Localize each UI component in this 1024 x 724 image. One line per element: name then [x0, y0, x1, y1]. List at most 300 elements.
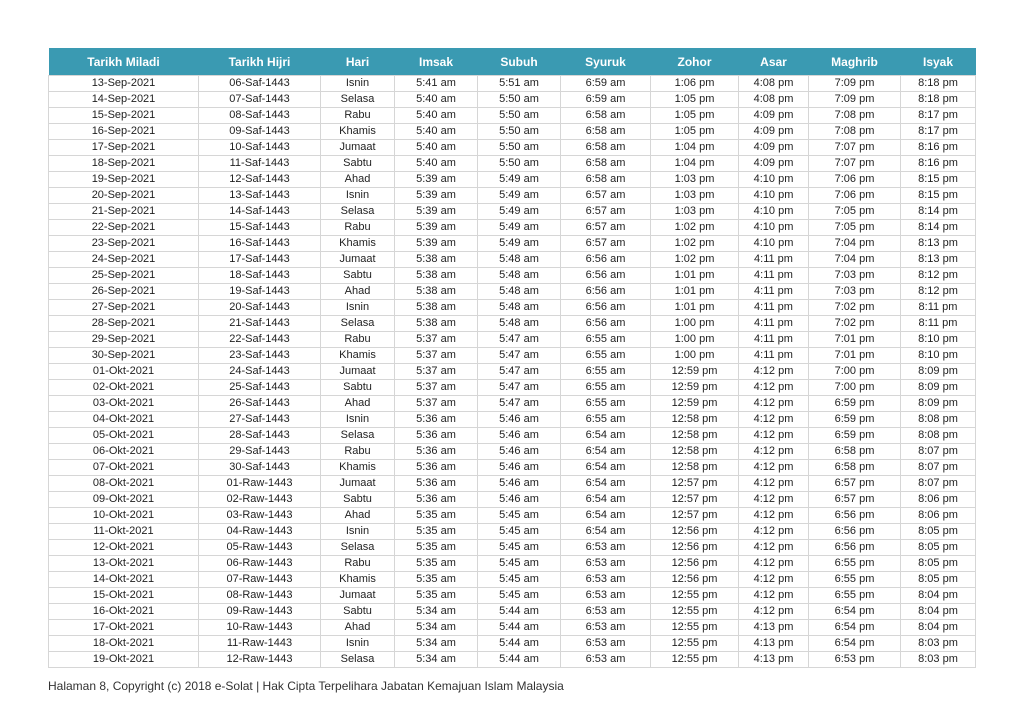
cell-subuh: 5:49 am: [478, 236, 561, 252]
cell-asar: 4:09 pm: [739, 140, 809, 156]
table-row: [49, 380, 976, 396]
cell-asar: 4:13 pm: [739, 620, 809, 636]
cell-syuruk: 6:58 am: [561, 140, 651, 156]
table-row: [49, 108, 976, 124]
cell-hari: Selasa: [321, 316, 395, 332]
cell-subuh: 5:45 am: [478, 508, 561, 524]
cell-subuh: 5:50 am: [478, 156, 561, 172]
cell-zohor: 12:55 pm: [651, 652, 739, 668]
cell-imsak: 5:37 am: [395, 380, 478, 396]
cell-isyak: 8:08 pm: [901, 428, 976, 444]
cell-tarikh-miladi: 18-Okt-2021: [49, 636, 199, 652]
cell-asar: 4:08 pm: [739, 92, 809, 108]
cell-imsak: 5:35 am: [395, 508, 478, 524]
cell-tarikh-hijri: 26-Saf-1443: [199, 396, 321, 412]
cell-syuruk: 6:56 am: [561, 300, 651, 316]
cell-imsak: 5:34 am: [395, 652, 478, 668]
cell-hari: Rabu: [321, 220, 395, 236]
cell-isyak: 8:15 pm: [901, 188, 976, 204]
cell-hari: Sabtu: [321, 156, 395, 172]
cell-zohor: 1:00 pm: [651, 316, 739, 332]
cell-tarikh-hijri: 14-Saf-1443: [199, 204, 321, 220]
cell-subuh: 5:48 am: [478, 268, 561, 284]
cell-maghrib: 7:00 pm: [809, 380, 901, 396]
page-footer: Halaman 8, Copyright (c) 2018 e-Solat | Hak Cipta Terpelihara Jabatan Kemajuan Islam Malaysia: [48, 679, 564, 693]
cell-tarikh-miladi: 16-Sep-2021: [49, 124, 199, 140]
cell-tarikh-hijri: 10-Saf-1443: [199, 140, 321, 156]
cell-tarikh-miladi: 02-Okt-2021: [49, 380, 199, 396]
cell-syuruk: 6:56 am: [561, 268, 651, 284]
cell-asar: 4:11 pm: [739, 348, 809, 364]
cell-zohor: 1:00 pm: [651, 332, 739, 348]
cell-hari: Khamis: [321, 236, 395, 252]
cell-syuruk: 6:53 am: [561, 652, 651, 668]
cell-imsak: 5:36 am: [395, 492, 478, 508]
cell-subuh: 5:44 am: [478, 604, 561, 620]
cell-subuh: 5:46 am: [478, 460, 561, 476]
cell-syuruk: 6:57 am: [561, 204, 651, 220]
cell-tarikh-hijri: 09-Saf-1443: [199, 124, 321, 140]
cell-subuh: 5:50 am: [478, 124, 561, 140]
cell-tarikh-miladi: 13-Sep-2021: [49, 76, 199, 92]
cell-tarikh-miladi: 17-Okt-2021: [49, 620, 199, 636]
cell-tarikh-miladi: 22-Sep-2021: [49, 220, 199, 236]
cell-tarikh-miladi: 16-Okt-2021: [49, 604, 199, 620]
cell-maghrib: 7:09 pm: [809, 76, 901, 92]
cell-asar: 4:12 pm: [739, 396, 809, 412]
cell-tarikh-miladi: 19-Sep-2021: [49, 172, 199, 188]
cell-asar: 4:12 pm: [739, 476, 809, 492]
cell-tarikh-miladi: 13-Okt-2021: [49, 556, 199, 572]
cell-subuh: 5:49 am: [478, 220, 561, 236]
cell-zohor: 1:04 pm: [651, 140, 739, 156]
table-row: [49, 252, 976, 268]
cell-imsak: 5:34 am: [395, 636, 478, 652]
cell-subuh: 5:49 am: [478, 172, 561, 188]
cell-asar: 4:12 pm: [739, 572, 809, 588]
cell-imsak: 5:39 am: [395, 236, 478, 252]
cell-hari: Selasa: [321, 92, 395, 108]
header-subuh: Subuh: [478, 48, 561, 76]
cell-hari: Jumaat: [321, 252, 395, 268]
cell-zohor: 12:59 pm: [651, 380, 739, 396]
cell-maghrib: 7:01 pm: [809, 348, 901, 364]
cell-syuruk: 6:55 am: [561, 412, 651, 428]
cell-tarikh-hijri: 28-Saf-1443: [199, 428, 321, 444]
cell-subuh: 5:47 am: [478, 348, 561, 364]
cell-imsak: 5:40 am: [395, 108, 478, 124]
cell-tarikh-hijri: 07-Saf-1443: [199, 92, 321, 108]
table-row: [49, 92, 976, 108]
cell-subuh: 5:44 am: [478, 620, 561, 636]
cell-asar: 4:12 pm: [739, 460, 809, 476]
cell-asar: 4:12 pm: [739, 444, 809, 460]
cell-zohor: 1:02 pm: [651, 220, 739, 236]
cell-hari: Sabtu: [321, 380, 395, 396]
cell-imsak: 5:35 am: [395, 540, 478, 556]
cell-imsak: 5:40 am: [395, 92, 478, 108]
cell-zohor: 12:56 pm: [651, 524, 739, 540]
cell-syuruk: 6:55 am: [561, 364, 651, 380]
cell-tarikh-hijri: 05-Raw-1443: [199, 540, 321, 556]
cell-tarikh-miladi: 03-Okt-2021: [49, 396, 199, 412]
cell-maghrib: 7:06 pm: [809, 172, 901, 188]
cell-hari: Ahad: [321, 172, 395, 188]
cell-syuruk: 6:57 am: [561, 220, 651, 236]
cell-imsak: 5:39 am: [395, 188, 478, 204]
header-isyak: Isyak: [901, 48, 976, 76]
cell-isyak: 8:09 pm: [901, 396, 976, 412]
cell-tarikh-hijri: 15-Saf-1443: [199, 220, 321, 236]
cell-tarikh-hijri: 08-Saf-1443: [199, 108, 321, 124]
cell-hari: Rabu: [321, 444, 395, 460]
cell-tarikh-miladi: 15-Sep-2021: [49, 108, 199, 124]
cell-syuruk: 6:53 am: [561, 588, 651, 604]
cell-isyak: 8:17 pm: [901, 124, 976, 140]
cell-maghrib: 6:55 pm: [809, 572, 901, 588]
cell-zohor: 12:57 pm: [651, 508, 739, 524]
cell-maghrib: 6:56 pm: [809, 524, 901, 540]
cell-imsak: 5:39 am: [395, 220, 478, 236]
cell-asar: 4:11 pm: [739, 252, 809, 268]
cell-isyak: 8:12 pm: [901, 284, 976, 300]
cell-tarikh-miladi: 24-Sep-2021: [49, 252, 199, 268]
cell-subuh: 5:45 am: [478, 572, 561, 588]
cell-maghrib: 6:56 pm: [809, 508, 901, 524]
cell-zohor: 12:55 pm: [651, 588, 739, 604]
header-zohor: Zohor: [651, 48, 739, 76]
cell-asar: 4:12 pm: [739, 380, 809, 396]
cell-hari: Rabu: [321, 556, 395, 572]
cell-zohor: 12:58 pm: [651, 412, 739, 428]
cell-isyak: 8:05 pm: [901, 556, 976, 572]
cell-tarikh-miladi: 26-Sep-2021: [49, 284, 199, 300]
table-row: [49, 332, 976, 348]
cell-tarikh-hijri: 03-Raw-1443: [199, 508, 321, 524]
cell-subuh: 5:48 am: [478, 252, 561, 268]
cell-isyak: 8:14 pm: [901, 204, 976, 220]
cell-hari: Sabtu: [321, 492, 395, 508]
cell-imsak: 5:40 am: [395, 140, 478, 156]
cell-zohor: 1:03 pm: [651, 204, 739, 220]
cell-syuruk: 6:56 am: [561, 284, 651, 300]
cell-subuh: 5:50 am: [478, 92, 561, 108]
cell-imsak: 5:40 am: [395, 124, 478, 140]
cell-imsak: 5:35 am: [395, 524, 478, 540]
cell-subuh: 5:46 am: [478, 412, 561, 428]
cell-zohor: 1:02 pm: [651, 252, 739, 268]
cell-isyak: 8:04 pm: [901, 620, 976, 636]
cell-hari: Khamis: [321, 460, 395, 476]
cell-isyak: 8:06 pm: [901, 508, 976, 524]
cell-maghrib: 6:59 pm: [809, 428, 901, 444]
table-row: [49, 348, 976, 364]
cell-maghrib: 6:53 pm: [809, 652, 901, 668]
cell-syuruk: 6:54 am: [561, 460, 651, 476]
cell-zohor: 12:56 pm: [651, 572, 739, 588]
cell-syuruk: 6:53 am: [561, 540, 651, 556]
cell-hari: Isnin: [321, 636, 395, 652]
cell-subuh: 5:46 am: [478, 444, 561, 460]
cell-maghrib: 6:54 pm: [809, 604, 901, 620]
cell-zohor: 12:58 pm: [651, 460, 739, 476]
cell-isyak: 8:18 pm: [901, 76, 976, 92]
cell-asar: 4:12 pm: [739, 428, 809, 444]
cell-asar: 4:09 pm: [739, 156, 809, 172]
cell-tarikh-hijri: 18-Saf-1443: [199, 268, 321, 284]
cell-tarikh-hijri: 25-Saf-1443: [199, 380, 321, 396]
cell-asar: 4:12 pm: [739, 540, 809, 556]
cell-subuh: 5:49 am: [478, 188, 561, 204]
cell-isyak: 8:05 pm: [901, 572, 976, 588]
table-row: [49, 364, 976, 380]
cell-hari: Selasa: [321, 540, 395, 556]
header-tarikh-miladi: Tarikh Miladi: [49, 48, 199, 76]
cell-maghrib: 6:56 pm: [809, 540, 901, 556]
cell-tarikh-hijri: 22-Saf-1443: [199, 332, 321, 348]
cell-imsak: 5:34 am: [395, 620, 478, 636]
table-row: [49, 620, 976, 636]
cell-syuruk: 6:54 am: [561, 524, 651, 540]
cell-isyak: 8:13 pm: [901, 236, 976, 252]
cell-tarikh-miladi: 05-Okt-2021: [49, 428, 199, 444]
cell-imsak: 5:38 am: [395, 284, 478, 300]
cell-hari: Rabu: [321, 332, 395, 348]
cell-imsak: 5:40 am: [395, 156, 478, 172]
cell-maghrib: 7:02 pm: [809, 300, 901, 316]
table-row: [49, 476, 976, 492]
table-row: [49, 156, 976, 172]
cell-maghrib: 7:05 pm: [809, 220, 901, 236]
cell-zohor: 12:57 pm: [651, 492, 739, 508]
cell-zohor: 12:55 pm: [651, 636, 739, 652]
cell-subuh: 5:48 am: [478, 316, 561, 332]
cell-maghrib: 6:54 pm: [809, 636, 901, 652]
cell-asar: 4:13 pm: [739, 636, 809, 652]
cell-subuh: 5:49 am: [478, 204, 561, 220]
cell-isyak: 8:12 pm: [901, 268, 976, 284]
cell-subuh: 5:47 am: [478, 332, 561, 348]
cell-syuruk: 6:58 am: [561, 108, 651, 124]
cell-tarikh-hijri: 04-Raw-1443: [199, 524, 321, 540]
cell-imsak: 5:37 am: [395, 364, 478, 380]
cell-isyak: 8:07 pm: [901, 476, 976, 492]
cell-subuh: 5:46 am: [478, 428, 561, 444]
cell-isyak: 8:05 pm: [901, 524, 976, 540]
table-row: [49, 540, 976, 556]
cell-tarikh-hijri: 11-Raw-1443: [199, 636, 321, 652]
header-hari: Hari: [321, 48, 395, 76]
cell-tarikh-hijri: 02-Raw-1443: [199, 492, 321, 508]
cell-hari: Selasa: [321, 652, 395, 668]
cell-imsak: 5:37 am: [395, 396, 478, 412]
cell-asar: 4:12 pm: [739, 412, 809, 428]
cell-isyak: 8:16 pm: [901, 140, 976, 156]
cell-zohor: 12:58 pm: [651, 428, 739, 444]
cell-imsak: 5:36 am: [395, 460, 478, 476]
header-asar: Asar: [739, 48, 809, 76]
cell-hari: Ahad: [321, 396, 395, 412]
cell-syuruk: 6:53 am: [561, 636, 651, 652]
cell-subuh: 5:50 am: [478, 108, 561, 124]
table-row: [49, 412, 976, 428]
cell-maghrib: 7:01 pm: [809, 332, 901, 348]
cell-imsak: 5:38 am: [395, 300, 478, 316]
cell-isyak: 8:07 pm: [901, 460, 976, 476]
cell-tarikh-miladi: 01-Okt-2021: [49, 364, 199, 380]
cell-zohor: 12:56 pm: [651, 540, 739, 556]
cell-imsak: 5:36 am: [395, 476, 478, 492]
cell-imsak: 5:39 am: [395, 204, 478, 220]
cell-isyak: 8:05 pm: [901, 540, 976, 556]
cell-asar: 4:09 pm: [739, 124, 809, 140]
cell-maghrib: 6:58 pm: [809, 460, 901, 476]
cell-tarikh-hijri: 29-Saf-1443: [199, 444, 321, 460]
cell-asar: 4:10 pm: [739, 188, 809, 204]
cell-isyak: 8:09 pm: [901, 364, 976, 380]
cell-isyak: 8:14 pm: [901, 220, 976, 236]
cell-subuh: 5:45 am: [478, 524, 561, 540]
cell-subuh: 5:45 am: [478, 556, 561, 572]
table-row: [49, 444, 976, 460]
cell-tarikh-miladi: 15-Okt-2021: [49, 588, 199, 604]
cell-tarikh-miladi: 20-Sep-2021: [49, 188, 199, 204]
cell-hari: Jumaat: [321, 588, 395, 604]
cell-tarikh-miladi: 08-Okt-2021: [49, 476, 199, 492]
table-row: [49, 220, 976, 236]
cell-syuruk: 6:59 am: [561, 76, 651, 92]
cell-imsak: 5:38 am: [395, 268, 478, 284]
cell-asar: 4:10 pm: [739, 220, 809, 236]
cell-syuruk: 6:57 am: [561, 236, 651, 252]
cell-zohor: 1:06 pm: [651, 76, 739, 92]
cell-tarikh-hijri: 11-Saf-1443: [199, 156, 321, 172]
prayer-times-table: [48, 48, 976, 668]
cell-tarikh-hijri: 01-Raw-1443: [199, 476, 321, 492]
cell-tarikh-hijri: 07-Raw-1443: [199, 572, 321, 588]
table-row: [49, 460, 976, 476]
cell-imsak: 5:38 am: [395, 252, 478, 268]
table-body: [49, 76, 976, 668]
cell-subuh: 5:47 am: [478, 396, 561, 412]
cell-tarikh-hijri: 19-Saf-1443: [199, 284, 321, 300]
cell-tarikh-miladi: 29-Sep-2021: [49, 332, 199, 348]
cell-tarikh-hijri: 09-Raw-1443: [199, 604, 321, 620]
cell-asar: 4:12 pm: [739, 524, 809, 540]
cell-imsak: 5:35 am: [395, 556, 478, 572]
cell-isyak: 8:18 pm: [901, 92, 976, 108]
cell-maghrib: 7:08 pm: [809, 108, 901, 124]
cell-subuh: 5:47 am: [478, 364, 561, 380]
cell-hari: Isnin: [321, 412, 395, 428]
cell-subuh: 5:48 am: [478, 300, 561, 316]
table-row: [49, 636, 976, 652]
cell-subuh: 5:44 am: [478, 652, 561, 668]
cell-syuruk: 6:59 am: [561, 92, 651, 108]
cell-isyak: 8:08 pm: [901, 412, 976, 428]
cell-tarikh-miladi: 09-Okt-2021: [49, 492, 199, 508]
cell-zohor: 1:04 pm: [651, 156, 739, 172]
cell-imsak: 5:35 am: [395, 588, 478, 604]
cell-tarikh-hijri: 06-Saf-1443: [199, 76, 321, 92]
cell-tarikh-miladi: 10-Okt-2021: [49, 508, 199, 524]
cell-zohor: 1:05 pm: [651, 124, 739, 140]
cell-imsak: 5:36 am: [395, 428, 478, 444]
cell-hari: Rabu: [321, 108, 395, 124]
cell-tarikh-hijri: 16-Saf-1443: [199, 236, 321, 252]
cell-syuruk: 6:56 am: [561, 252, 651, 268]
cell-tarikh-miladi: 14-Okt-2021: [49, 572, 199, 588]
cell-asar: 4:12 pm: [739, 604, 809, 620]
cell-asar: 4:11 pm: [739, 332, 809, 348]
cell-zohor: 1:03 pm: [651, 172, 739, 188]
cell-hari: Ahad: [321, 284, 395, 300]
cell-maghrib: 7:02 pm: [809, 316, 901, 332]
cell-syuruk: 6:54 am: [561, 428, 651, 444]
cell-maghrib: 7:00 pm: [809, 364, 901, 380]
cell-subuh: 5:44 am: [478, 636, 561, 652]
cell-tarikh-hijri: 21-Saf-1443: [199, 316, 321, 332]
cell-isyak: 8:07 pm: [901, 444, 976, 460]
cell-imsak: 5:41 am: [395, 76, 478, 92]
cell-tarikh-hijri: 20-Saf-1443: [199, 300, 321, 316]
cell-zohor: 12:56 pm: [651, 556, 739, 572]
cell-tarikh-miladi: 12-Okt-2021: [49, 540, 199, 556]
cell-maghrib: 7:03 pm: [809, 268, 901, 284]
cell-syuruk: 6:55 am: [561, 348, 651, 364]
cell-tarikh-miladi: 19-Okt-2021: [49, 652, 199, 668]
cell-tarikh-hijri: 08-Raw-1443: [199, 588, 321, 604]
cell-isyak: 8:06 pm: [901, 492, 976, 508]
cell-maghrib: 7:07 pm: [809, 156, 901, 172]
cell-tarikh-hijri: 27-Saf-1443: [199, 412, 321, 428]
cell-hari: Isnin: [321, 524, 395, 540]
table-row: [49, 188, 976, 204]
cell-syuruk: 6:58 am: [561, 124, 651, 140]
cell-syuruk: 6:56 am: [561, 316, 651, 332]
header-syuruk: Syuruk: [561, 48, 651, 76]
table-row: [49, 492, 976, 508]
cell-zohor: 1:05 pm: [651, 108, 739, 124]
cell-syuruk: 6:54 am: [561, 508, 651, 524]
cell-isyak: 8:09 pm: [901, 380, 976, 396]
cell-asar: 4:11 pm: [739, 300, 809, 316]
table-header-row: [49, 48, 976, 76]
cell-hari: Jumaat: [321, 140, 395, 156]
cell-syuruk: 6:53 am: [561, 556, 651, 572]
cell-syuruk: 6:54 am: [561, 492, 651, 508]
cell-tarikh-hijri: 10-Raw-1443: [199, 620, 321, 636]
cell-maghrib: 7:09 pm: [809, 92, 901, 108]
cell-hari: Selasa: [321, 428, 395, 444]
cell-imsak: 5:36 am: [395, 412, 478, 428]
cell-maghrib: 7:08 pm: [809, 124, 901, 140]
cell-zohor: 1:00 pm: [651, 348, 739, 364]
table-row: [49, 604, 976, 620]
cell-tarikh-hijri: 17-Saf-1443: [199, 252, 321, 268]
table-row: [49, 124, 976, 140]
cell-hari: Ahad: [321, 508, 395, 524]
cell-hari: Ahad: [321, 620, 395, 636]
cell-maghrib: 7:07 pm: [809, 140, 901, 156]
cell-hari: Selasa: [321, 204, 395, 220]
cell-isyak: 8:04 pm: [901, 588, 976, 604]
cell-zohor: 12:59 pm: [651, 396, 739, 412]
cell-asar: 4:11 pm: [739, 284, 809, 300]
cell-zohor: 12:58 pm: [651, 444, 739, 460]
cell-maghrib: 7:03 pm: [809, 284, 901, 300]
header-tarikh-hijri: Tarikh Hijri: [199, 48, 321, 76]
